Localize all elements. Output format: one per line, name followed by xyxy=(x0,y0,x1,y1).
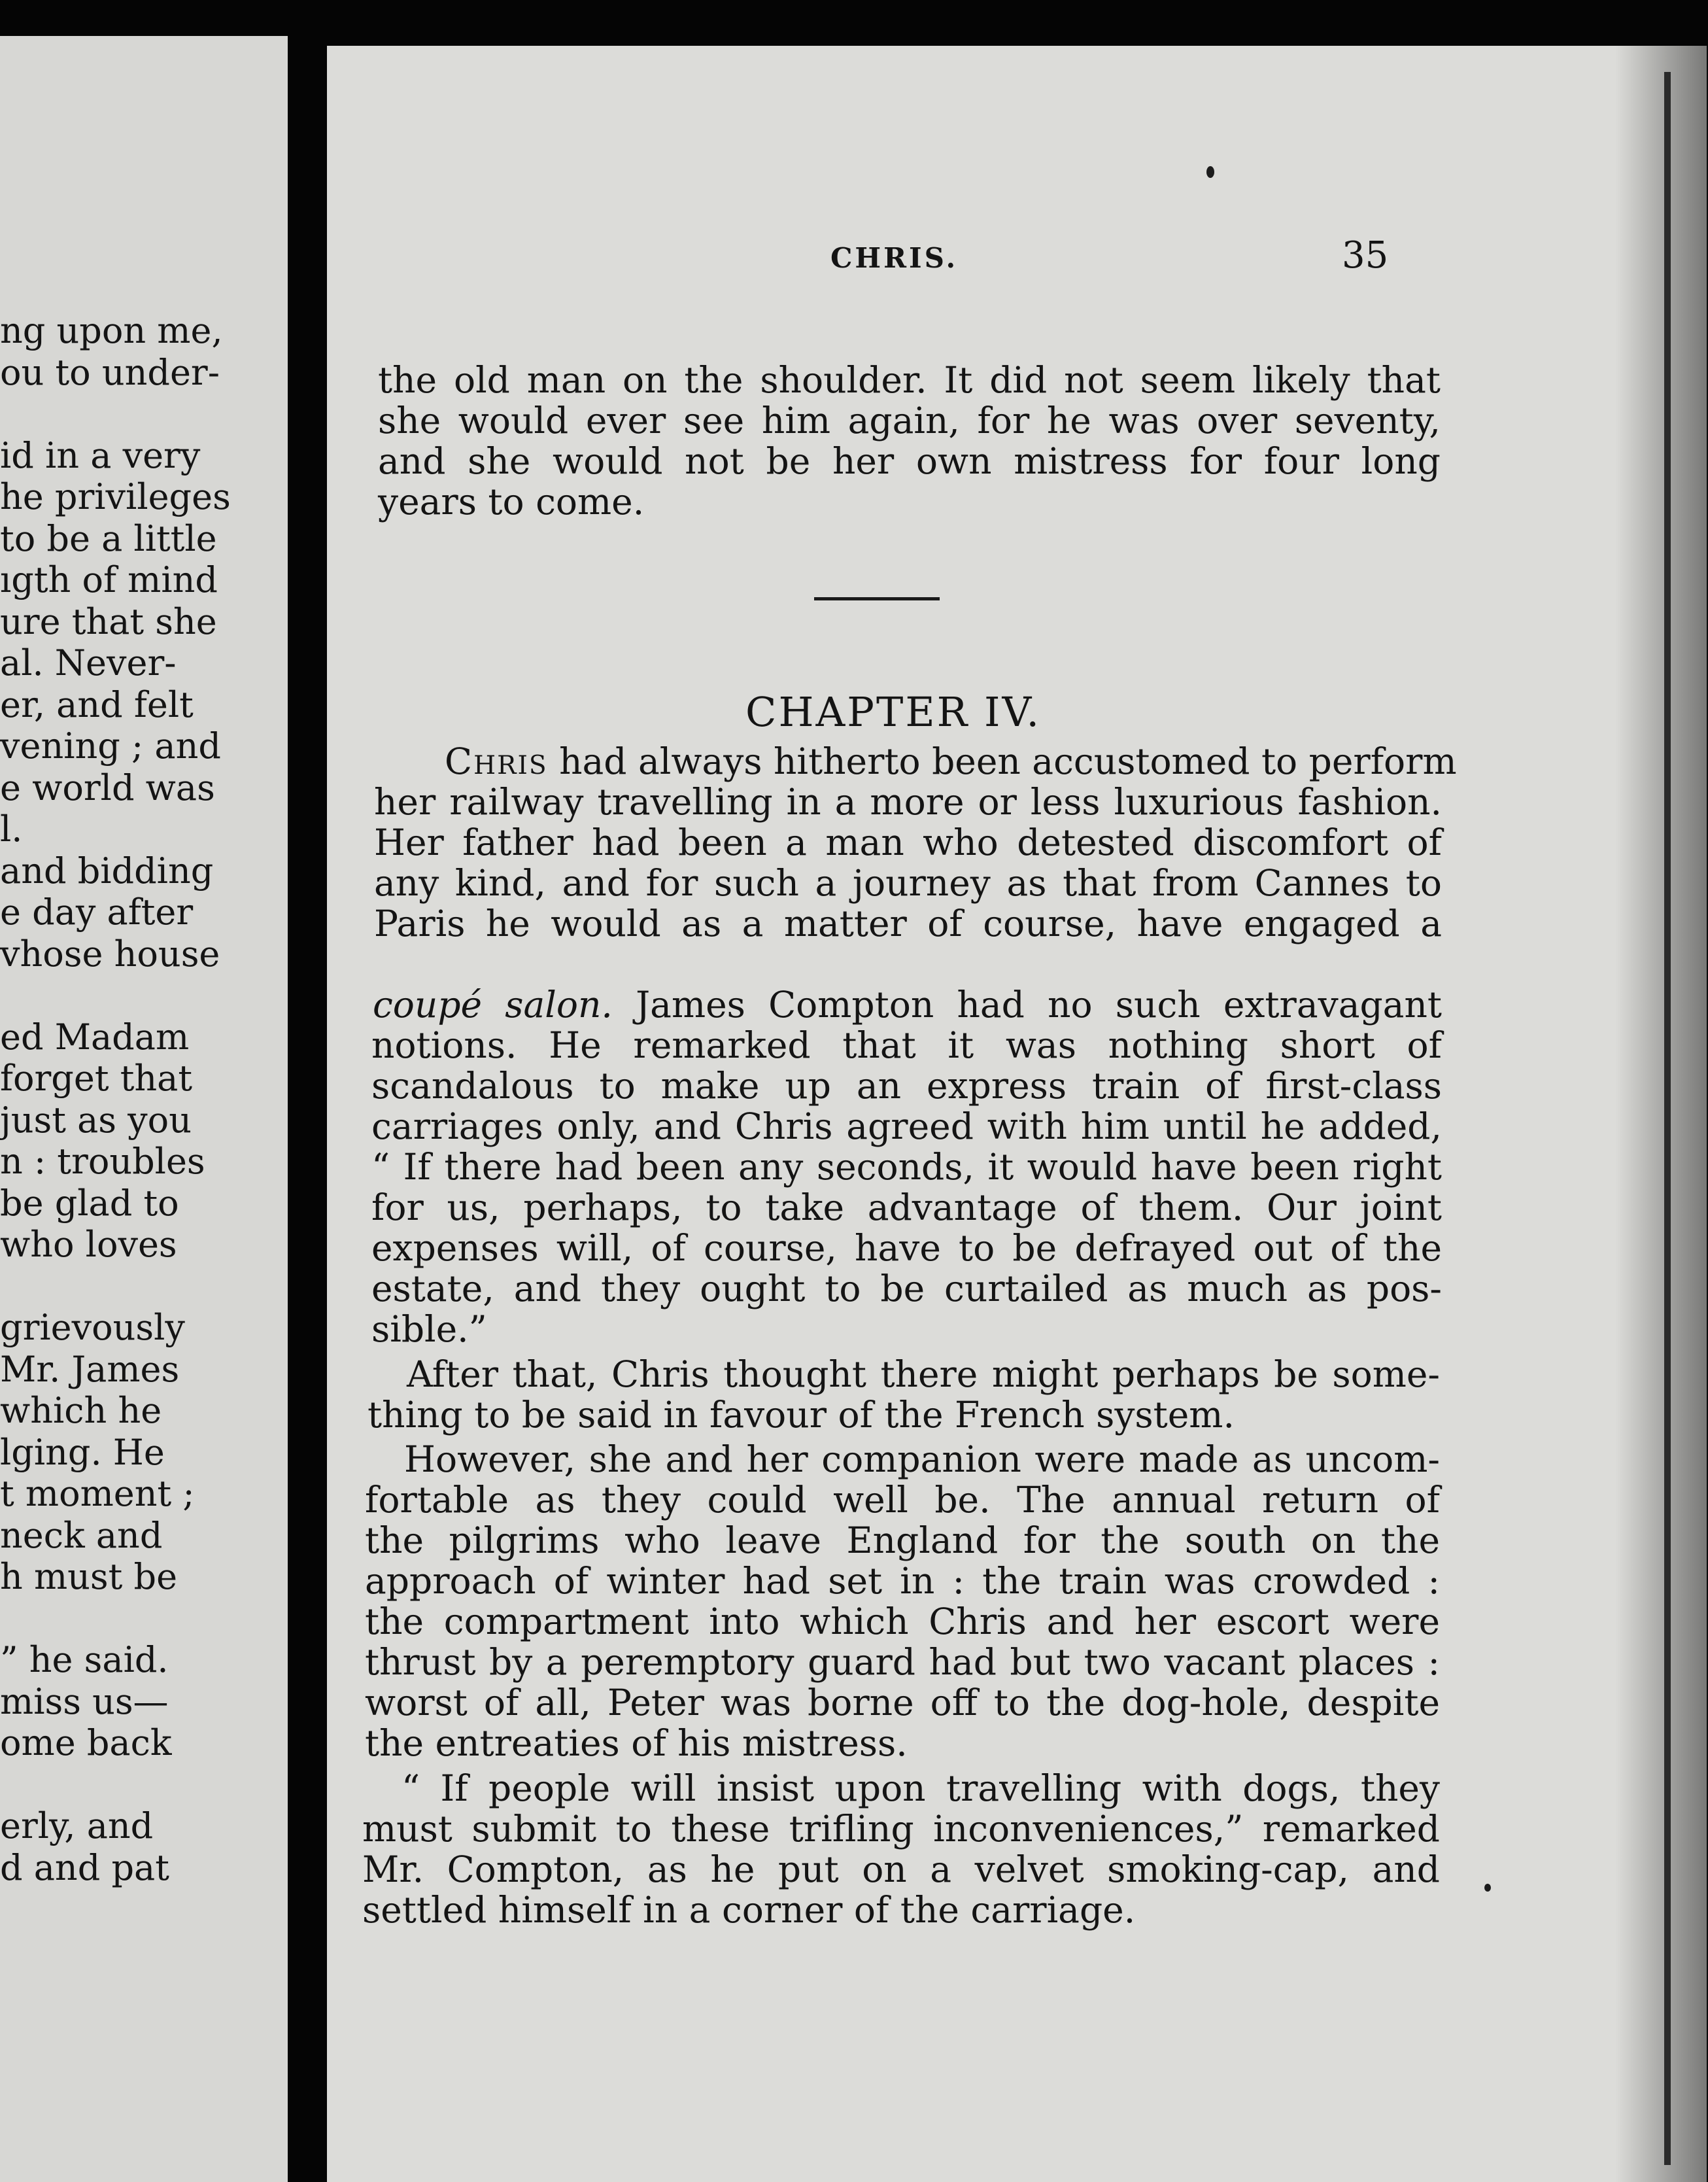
left-page-fragment: who loves xyxy=(0,1224,177,1265)
paragraph-4-line-1: “ If people will insist upon travelling with dogs, they xyxy=(401,1767,1440,1809)
paragraph-3-line-8: the entreaties of his mistress. xyxy=(365,1722,908,1764)
paragraph-3-line-1: However, she and her companion were made as uncom- xyxy=(404,1438,1440,1480)
left-page-fragment: neck and xyxy=(0,1514,163,1556)
left-page-fragment: vening ; and xyxy=(0,725,221,767)
section-rule xyxy=(814,597,940,600)
paragraph-1-italic-line: coupé salon. James Compton had no such extravagant xyxy=(373,984,1443,1026)
page-number: 35 xyxy=(1342,234,1389,277)
paragraph-1b-line-1: notions. He remarked that it was nothing short of xyxy=(371,1024,1442,1066)
left-page-fragment: e world was xyxy=(0,767,215,808)
left-page-fragment: ure that she xyxy=(0,600,217,642)
paragraph-4-line-3: Mr. Compton, as he put on a velvet smoking-cap, and xyxy=(362,1848,1440,1890)
left-page-fragment: e day after xyxy=(0,892,194,933)
left-page-fragment: al. Never- xyxy=(0,642,177,684)
paragraph-3-line-2: fortable as they could well be. The annual return of xyxy=(365,1479,1440,1521)
right-page xyxy=(327,46,1707,2182)
left-page-fragment: n : troubles xyxy=(0,1141,205,1182)
paragraph-3-line-3: the pilgrims who leave England for the south on the xyxy=(365,1519,1440,1561)
left-page-fragment: which he xyxy=(0,1390,162,1431)
left-page-fragment: vhose house xyxy=(0,933,220,975)
paragraph-1b-line-8: sible.” xyxy=(371,1308,487,1350)
continuation-line-4: years to come. xyxy=(378,481,645,523)
continuation-line-2: she would ever see him again, for he was over seventy, xyxy=(378,400,1441,442)
paragraph-1b-line-4: “ If there had been any seconds, it would have been right xyxy=(371,1146,1442,1188)
left-page-fragment: ” he said. xyxy=(0,1639,169,1680)
left-page-fragment: d and pat xyxy=(0,1846,169,1888)
page-edge-line xyxy=(1664,72,1671,2165)
paragraph-1b-line-7: estate, and they ought to be curtailed as much as pos- xyxy=(371,1268,1442,1309)
left-page-fragment: h must be xyxy=(0,1556,178,1597)
paragraph-1-line-4: Paris he would as a matter of course, have engaged a xyxy=(374,903,1442,944)
left-page-fragment: t moment ; xyxy=(0,1473,195,1514)
left-page-fragment: ıgth of mind xyxy=(0,559,218,600)
left-page-fragment: he privileges xyxy=(0,476,231,517)
paragraph-1-line-3: any kind, and for such a journey as that from Cannes to xyxy=(374,862,1442,904)
left-page-fragment: miss us— xyxy=(0,1680,169,1722)
paragraph-2-line-2: thing to be said in favour of the French system. xyxy=(367,1394,1235,1436)
paragraph-1-line-1: Chris had always hitherto been accustomed to perform xyxy=(445,740,1457,782)
paragraph-1b-line-2: scandalous to make up an express train of first-class xyxy=(371,1065,1442,1107)
paragraph-3-line-6: thrust by a peremptory guard had but two vacant places : xyxy=(365,1641,1440,1683)
left-page-fragment: to be a little xyxy=(0,517,217,559)
paragraph-1b-line-5: for us, perhaps, to take advantage of them. Our joint xyxy=(371,1186,1442,1228)
running-head: CHRIS. xyxy=(830,242,959,274)
ink-speck xyxy=(1484,1884,1491,1892)
book-gutter xyxy=(288,39,327,2182)
left-page-fragment: be glad to xyxy=(0,1182,179,1224)
paragraph-2-line-1: After that, Chris thought there might perhaps be some- xyxy=(407,1353,1440,1395)
ink-speck xyxy=(1206,166,1214,178)
paragraph-3-line-7: worst of all, Peter was borne off to the dog-hole, despite xyxy=(365,1682,1440,1723)
continuation-line-3: and she would not be her own mistress for four long xyxy=(378,440,1441,482)
left-page-fragment: ng upon me, xyxy=(0,310,223,351)
left-page-fragment: forget that xyxy=(0,1058,193,1099)
left-page-fragment: just as you xyxy=(0,1099,192,1141)
paragraph-3-line-4: approach of winter had set in : the train was crowded : xyxy=(365,1560,1440,1602)
paragraph-1b-line-3: carriages only, and Chris agreed with him until he added, xyxy=(371,1105,1442,1147)
left-page-fragment: grievously xyxy=(0,1307,185,1348)
left-facing-page xyxy=(0,36,288,2182)
left-page-fragment: and bidding xyxy=(0,850,214,892)
paragraph-1-line-2: Her father had been a man who detested discomfort of xyxy=(374,822,1442,863)
page-edge-shadow xyxy=(1615,46,1707,2182)
drop-lead-word: Chris xyxy=(445,740,548,782)
paragraph-4-line-4: settled himself in a corner of the carriage. xyxy=(362,1889,1136,1931)
continuation-line-1: the old man on the shoulder. It did not seem likely that xyxy=(378,359,1441,401)
left-page-fragment: ome back xyxy=(0,1722,172,1763)
left-page-fragment: Mr. James xyxy=(0,1348,180,1390)
paragraph-4-line-2: must submit to these trifling inconveniences,” remarked xyxy=(362,1808,1440,1850)
paragraph-3-line-5: the compartment into which Chris and her escort were xyxy=(365,1601,1440,1642)
left-page-fragment: lging. He xyxy=(0,1431,165,1473)
left-page-fragment: ed Madam xyxy=(0,1016,190,1058)
italic-phrase: coupé salon. xyxy=(373,984,613,1026)
left-page-fragment: er, and felt xyxy=(0,684,194,725)
chapter-title: CHAPTER IV. xyxy=(745,688,1042,736)
left-page-fragment: l. xyxy=(0,808,23,850)
left-page-fragment: id in a very xyxy=(0,434,201,476)
paragraph-1b-line-6: expenses will, of course, have to be defrayed out of the xyxy=(371,1227,1442,1269)
left-page-fragment: ou to under- xyxy=(0,351,220,393)
left-page-fragment: erly, and xyxy=(0,1805,154,1846)
paragraph-1-line-1: her railway travelling in a more or less luxurious fashion. xyxy=(374,781,1442,823)
